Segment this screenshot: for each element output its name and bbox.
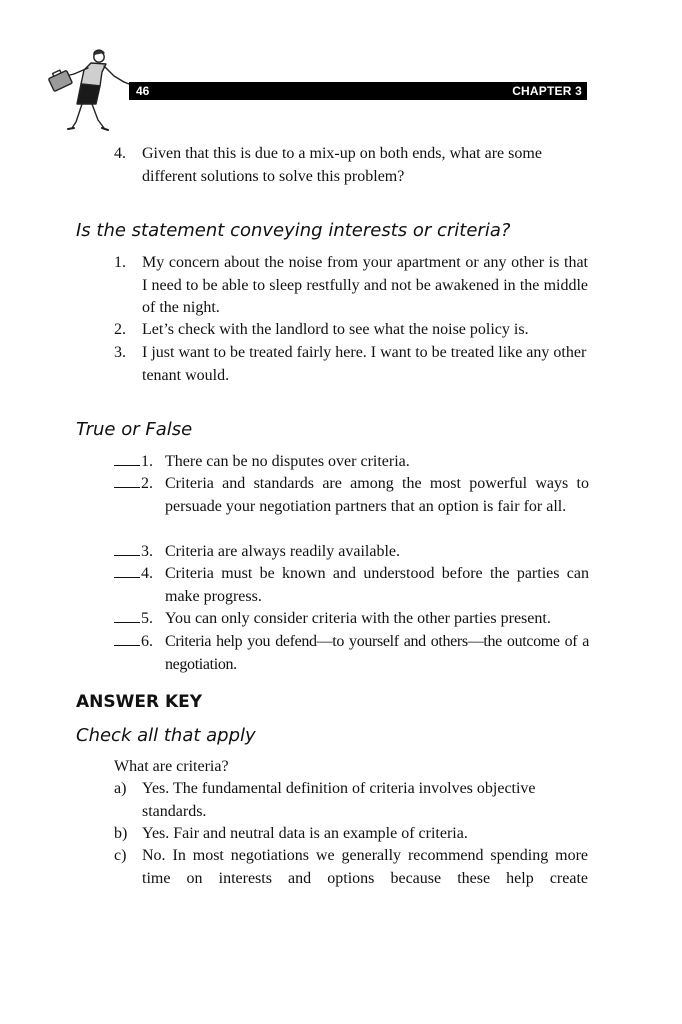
answer-blank (114, 465, 140, 466)
answer-text: Yes. The fundamental definition of criteria involves objective standards. (142, 780, 536, 820)
section-heading-true-false: True or False (76, 419, 193, 440)
chapter-label: CHAPTER 3 (512, 84, 582, 98)
answer-letter: a) (114, 780, 127, 797)
answer-text: No. In most negotiations we generally recommend spending more time on interests and options because these help create (142, 847, 588, 887)
list-item-number: 5. (141, 610, 153, 627)
list-item-number: 6. (141, 633, 153, 650)
list-item-number: 3. (114, 344, 126, 361)
answer-key-heading: ANSWER KEY (76, 692, 203, 712)
true-false-item (114, 541, 590, 564)
list-item (114, 143, 590, 189)
true-false-item (114, 473, 590, 541)
list-item-text: There can be no disputes over criteria. (165, 453, 410, 470)
list-item (114, 252, 590, 320)
list-item-number: 2. (114, 321, 126, 338)
answer-key-subheading: Check all that apply (76, 725, 256, 746)
answer-blank (114, 487, 140, 488)
answer-item (114, 778, 590, 824)
list-item (114, 319, 590, 342)
list-item-text: Criteria help you defend—to yourself and others—the outcome of a negotiation. (165, 633, 589, 673)
list-item (114, 342, 590, 388)
true-false-item (114, 451, 590, 474)
answer-key-question: What are criteria? (114, 758, 229, 775)
list-item-text: My concern about the noise from your apartment or any other is that I need to be able to sleep restfully and not be awakened in the middle of the night. (142, 254, 588, 317)
list-item-text: Criteria are always readily available. (165, 543, 400, 560)
answer-blank (114, 577, 140, 578)
list-item-text: Criteria must be known and understood before the parties can make progress. (165, 565, 589, 605)
answer-letter: b) (114, 825, 128, 842)
answer-blank (114, 555, 140, 556)
list-item-text: Criteria and standards are among the most powerful ways to persuade your negotiation partners that an option is fair for all. (165, 475, 589, 515)
answer-letter: c) (114, 847, 127, 864)
section-heading-interests: Is the statement conveying interests or criteria? (76, 220, 511, 241)
list-item-number: 1. (114, 254, 126, 271)
answer-blank (114, 645, 140, 646)
list-item-text: You can only consider criteria with the other parties present. (165, 610, 551, 627)
list-item-number: 1. (141, 453, 153, 470)
list-item-text: Given that this is due to a mix-up on both ends, what are some different solutions to solve this problem? (142, 145, 542, 185)
businesswoman-with-briefcase-icon (44, 48, 134, 134)
answer-item (114, 845, 590, 891)
true-false-item (114, 631, 590, 677)
true-false-item (114, 563, 590, 609)
list-item-text: Let’s check with the landlord to see what the noise policy is. (142, 321, 529, 338)
list-item-number: 4. (114, 145, 126, 162)
list-item-number: 4. (141, 565, 153, 582)
list-item-number: 2. (141, 475, 153, 492)
page-number: 46 (136, 84, 150, 98)
list-item-number: 3. (141, 543, 153, 560)
list-item-text: I just want to be treated fairly here. I want to be treated like any other tenant would. (142, 344, 587, 384)
answer-item (114, 823, 590, 846)
answer-blank (114, 622, 140, 623)
true-false-item (114, 608, 590, 631)
answer-text: Yes. Fair and neutral data is an example of criteria. (142, 825, 468, 842)
running-header (129, 82, 587, 100)
